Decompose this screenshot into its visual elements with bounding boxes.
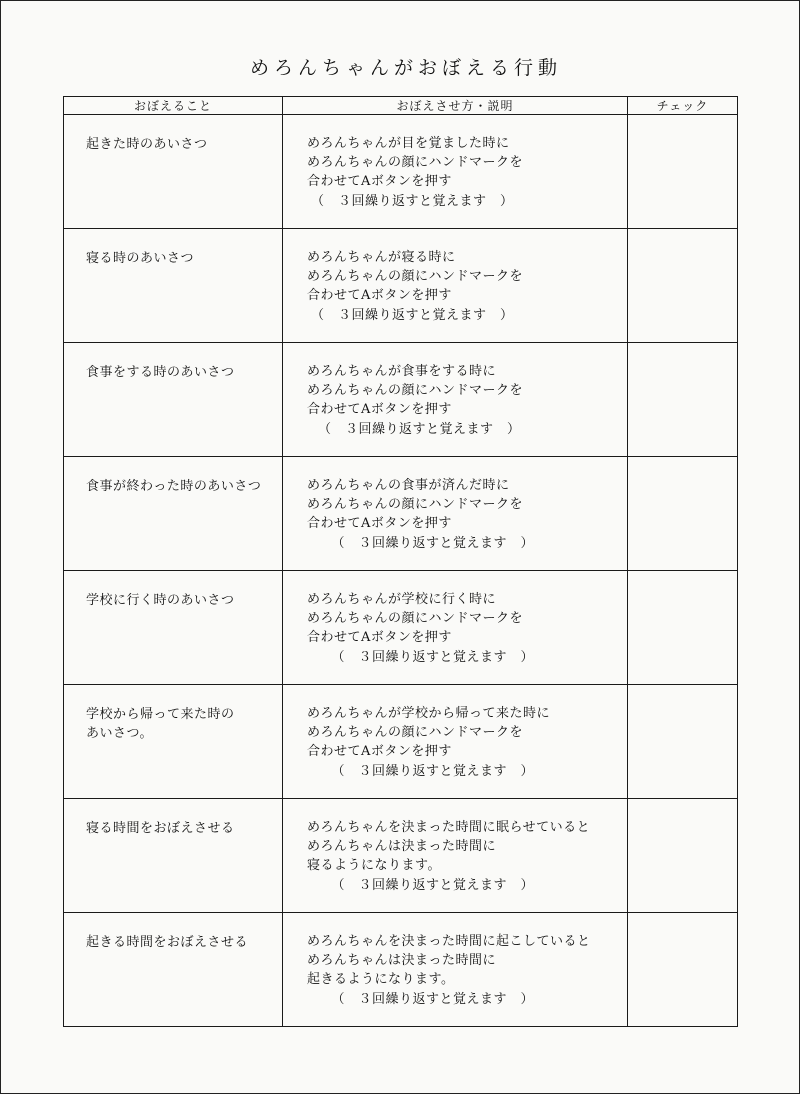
method-cell — [283, 115, 628, 229]
item-text: 寝る時間をおぼえさせる — [86, 821, 235, 836]
check-cell[interactable] — [628, 457, 738, 571]
method-line: 合わせてAボタンを押す — [307, 744, 452, 760]
item-cell — [64, 343, 283, 457]
method-text — [283, 457, 627, 553]
method-line: めろんちゃんの顔にハンドマークを — [307, 497, 524, 513]
item-text: 起きる時間をおぼえさせる — [86, 935, 249, 950]
method-line: めろんちゃんが寝る時に — [307, 250, 456, 265]
check-cell[interactable] — [628, 685, 738, 799]
method-cell — [283, 799, 628, 913]
table-row — [64, 571, 738, 685]
table-row — [64, 685, 738, 799]
item-text: 学校に行く時のあいさつ — [86, 593, 235, 608]
item-cell — [64, 229, 283, 343]
item-cell — [64, 799, 283, 913]
method-line: めろんちゃんの食事が済んだ時に — [307, 478, 510, 493]
method-line: めろんちゃんが目を覚ました時に — [307, 136, 510, 151]
method-line: めろんちゃんの顔にハンドマークを — [307, 725, 524, 741]
method-line: めろんちゃんは決まった時間に — [307, 953, 497, 969]
table-row — [64, 343, 738, 457]
method-cell — [283, 343, 628, 457]
item-text: 食事をする時のあいさつ — [86, 365, 235, 380]
table-row — [64, 115, 738, 229]
table-row — [64, 913, 738, 1027]
repeat-note: （ ３回繰り返すと覚えます ） — [311, 193, 514, 209]
repeat-note: （ ３回繰り返すと覚えます ） — [311, 763, 535, 779]
item-text: 寝る時のあいさつ — [86, 251, 195, 266]
method-cell — [283, 571, 628, 685]
method-line: めろんちゃんを決まった時間に起こしていると — [307, 934, 591, 949]
header-method: おぼえさせ方・説明 — [283, 97, 628, 115]
repeat-note: （ ３回繰り返すと覚えます ） — [311, 535, 535, 551]
method-text — [283, 229, 627, 325]
method-cell — [283, 229, 628, 343]
page-title: めろんちゃんがおぼえる行動 — [249, 57, 562, 79]
check-cell[interactable] — [628, 229, 738, 343]
method-cell — [283, 913, 628, 1027]
method-line: めろんちゃんが学校から帰って来た時に — [307, 706, 551, 721]
header-item: おぼえること — [64, 97, 283, 115]
method-line: めろんちゃんを決まった時間に眠らせていると — [307, 820, 591, 835]
check-cell[interactable] — [628, 571, 738, 685]
check-cell[interactable] — [628, 799, 738, 913]
method-text — [283, 343, 627, 439]
item-text: 学校から帰って来た時の あいさつ。 — [86, 707, 235, 741]
item-text: 起きた時のあいさつ — [86, 137, 208, 152]
method-line: 合わせてAボタンを押す — [307, 174, 452, 190]
method-cell — [283, 685, 628, 799]
repeat-note: （ ３回繰り返すと覚えます ） — [311, 421, 521, 437]
table-row — [64, 457, 738, 571]
check-cell[interactable] — [628, 115, 738, 229]
table-row — [64, 799, 738, 913]
repeat-note: （ ３回繰り返すと覚えます ） — [311, 649, 535, 665]
method-text — [283, 115, 627, 211]
repeat-note: （ ３回繰り返すと覚えます ） — [311, 307, 514, 323]
item-cell — [64, 913, 283, 1027]
method-line: 合わせてAボタンを押す — [307, 630, 452, 646]
method-line: 寝るようになります。 — [307, 858, 441, 874]
method-text — [283, 799, 627, 895]
item-cell — [64, 685, 283, 799]
method-line: めろんちゃんが食事をする時に — [307, 364, 497, 379]
method-text — [283, 571, 627, 667]
method-line: 合わせてAボタンを押す — [307, 288, 452, 304]
check-cell[interactable] — [628, 343, 738, 457]
item-text: 食事が終わった時のあいさつ — [86, 479, 262, 494]
item-cell — [64, 115, 283, 229]
method-text — [283, 913, 627, 1009]
check-cell[interactable] — [628, 913, 738, 1027]
method-line: めろんちゃんは決まった時間に — [307, 839, 497, 855]
table-header-row — [64, 97, 738, 115]
item-cell — [64, 571, 283, 685]
repeat-note: （ ３回繰り返すと覚えます ） — [311, 991, 535, 1007]
method-line: めろんちゃんの顔にハンドマークを — [307, 611, 524, 627]
method-text — [283, 685, 627, 781]
table-body — [64, 115, 738, 1027]
header-check: チェック — [628, 97, 738, 115]
method-line: 合わせてAボタンを押す — [307, 402, 452, 418]
method-line: 合わせてAボタンを押す — [307, 516, 452, 532]
behavior-table — [63, 96, 738, 1027]
method-line: めろんちゃんの顔にハンドマークを — [307, 155, 524, 171]
method-line: めろんちゃんの顔にハンドマークを — [307, 383, 524, 399]
table-row — [64, 229, 738, 343]
repeat-note: （ ３回繰り返すと覚えます ） — [311, 877, 535, 893]
method-line: めろんちゃんが学校に行く時に — [307, 592, 497, 607]
method-cell — [283, 457, 628, 571]
method-line: めろんちゃんの顔にハンドマークを — [307, 269, 524, 285]
method-line: 起きるようになります。 — [307, 972, 455, 988]
item-cell — [64, 457, 283, 571]
